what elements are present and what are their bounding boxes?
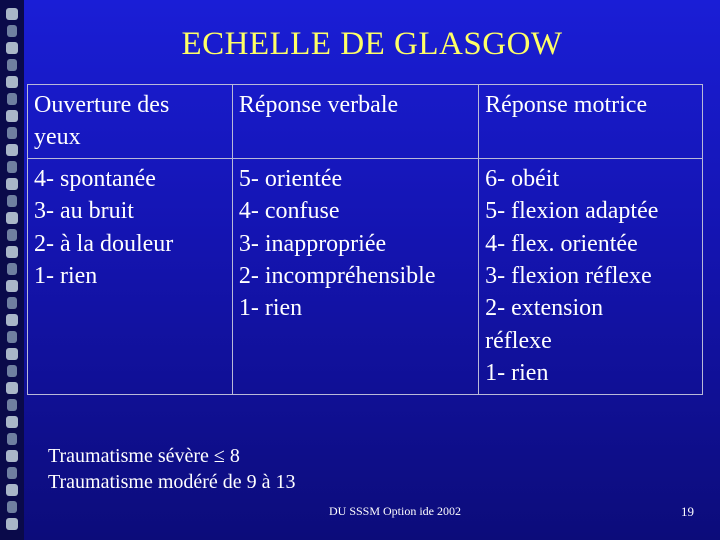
- list-item: réflexe: [485, 327, 552, 354]
- severity-notes: [48, 443, 296, 495]
- list-item: 2- incompréhensible: [238, 262, 436, 289]
- list-item: 2- à la douleur: [34, 230, 174, 257]
- list-item: 1- rien: [34, 262, 98, 289]
- list-item: 4- flex. orientée: [485, 230, 638, 257]
- header-line: yeux: [34, 124, 81, 151]
- slide-footer: DU SSSM Option ide 2002: [328, 504, 462, 518]
- list-item: 5- flexion adaptée: [485, 198, 659, 225]
- list-item: 3- flexion réflexe: [485, 262, 652, 289]
- list-item: 6- obéit: [485, 165, 560, 192]
- list-item: 5- orientée: [238, 165, 343, 192]
- header-motor: [479, 85, 703, 159]
- list-item: 4- confuse: [238, 198, 340, 225]
- verbal-items: [232, 158, 478, 394]
- table-header-row: [28, 85, 703, 159]
- decorative-side-stripe: [0, 0, 24, 540]
- page-number: 19: [681, 504, 694, 519]
- note-severe: Traumatisme sévère ≤ 8: [48, 445, 240, 467]
- header-line: Réponse motrice: [485, 92, 648, 118]
- header-verbal: [232, 85, 478, 159]
- slide-title: ECHELLE DE GLASGOW: [181, 26, 563, 62]
- eyes-items: [28, 158, 233, 394]
- header-line: Réponse verbale: [238, 92, 399, 118]
- list-item: 3- inappropriée: [238, 230, 387, 257]
- header-eyes: [28, 85, 233, 159]
- list-item: 3- au bruit: [34, 198, 134, 225]
- list-item: 2- extension: [485, 295, 604, 322]
- list-item: 1- rien: [238, 295, 303, 322]
- glasgow-table: [27, 84, 703, 395]
- list-item: 4- spontanée: [34, 165, 156, 192]
- note-moderate: Traumatisme modéré de 9 à 13: [48, 471, 296, 493]
- list-item: 1- rien: [485, 360, 549, 387]
- motor-items: [479, 158, 703, 394]
- header-line: Ouverture des: [34, 92, 170, 118]
- table-body-row: [28, 158, 703, 394]
